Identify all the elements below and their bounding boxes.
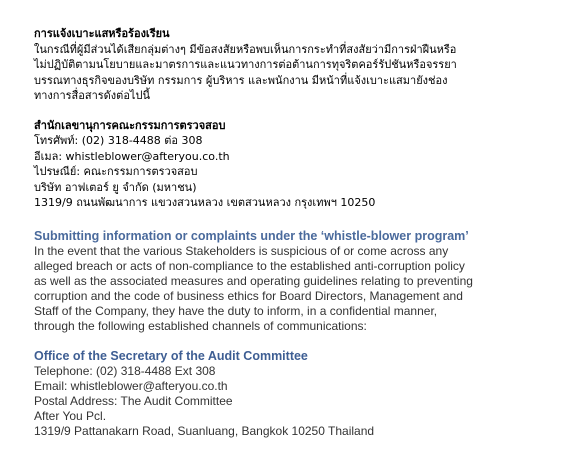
english-paragraph-line: corruption and the code of business ethics for Board Directors, Management and	[34, 288, 463, 303]
english-heading: Submitting information or complaints under the ‘whistle-blower program’	[34, 228, 469, 243]
thai-company: บริษัท อาฟเตอร์ ยู จำกัด (มหาชน)	[34, 180, 197, 194]
english-telephone: Telephone: (02) 318-4488 Ext 308	[34, 363, 216, 378]
thai-telephone: โทรศัพท์: (02) 318-4488 ต่อ 308	[34, 134, 203, 147]
thai-section	[34, 26, 554, 211]
english-paragraph-line: alleged breach or acts of non-compliance to the established anti-corruption policy	[34, 258, 465, 273]
english-section	[34, 229, 554, 439]
thai-contact-block	[34, 133, 554, 211]
english-address: 1319/9 Pattanakarn Road, Suanluang, Bangkok 10250 Thailand	[34, 423, 375, 438]
english-paragraph	[34, 244, 554, 334]
english-email: Email: whistleblower@afteryou.co.th	[34, 378, 228, 393]
whistleblower-document	[34, 26, 554, 439]
thai-paragraph-line: บรรณทางธุรกิจของบริษัท กรรมการ ผู้บริหาร และพนักงาน มีหน้าที่แจ้งเบาะแสมายังช่อง	[34, 73, 448, 87]
thai-address: 1319/9 ถนนพัฒนาการ แขวงสวนหลวง เขตสวนหลวง กรุงเทพฯ 10250	[34, 196, 376, 209]
english-company: After You Pcl.	[34, 408, 107, 423]
english-paragraph-line: In the event that the various Stakeholders is suspicious of or come across any	[34, 243, 449, 258]
thai-paragraph-line: ทางการสื่อสารดังต่อไปนี้	[34, 89, 150, 102]
thai-email: อีเมล: whistleblower@afteryou.co.th	[34, 149, 230, 163]
english-postal: Postal Address: The Audit Committee	[34, 393, 233, 408]
english-paragraph-line: Staff of the Company, they have the duty to inform, in a confidential manner,	[34, 303, 438, 318]
english-contact-block	[34, 364, 554, 439]
thai-paragraph	[34, 42, 554, 104]
thai-heading: การแจ้งเบาะแสหรือร้องเรียน	[34, 27, 170, 40]
thai-office-heading: สำนักเลขานุการคณะกรรมการตรวจสอบ	[34, 118, 226, 132]
thai-paragraph-line: ในกรณีที่ผู้มีส่วนได้เสียกลุ่มต่างๆ มีข้อสงสัยหรือพบเห็นการกระทำที่สงสัยว่ามีการฝ่าฝืนหรือ	[34, 42, 457, 56]
thai-postal: ไปรษณีย์: คณะกรรมการตรวจสอบ	[34, 165, 198, 178]
thai-paragraph-line: ไม่ปฏิบัติตามนโยบายและมาตรการและแนวทางการต่อต้านการทุจริตคอร์รัปชันหรือจรรยา	[34, 58, 457, 71]
english-paragraph-line: as well as the associated measures and operating guidelines relating to preventing	[34, 273, 473, 288]
english-office-heading: Office of the Secretary of the Audit Committee	[34, 348, 308, 363]
english-paragraph-line: through the following established channels of communications:	[34, 318, 367, 333]
